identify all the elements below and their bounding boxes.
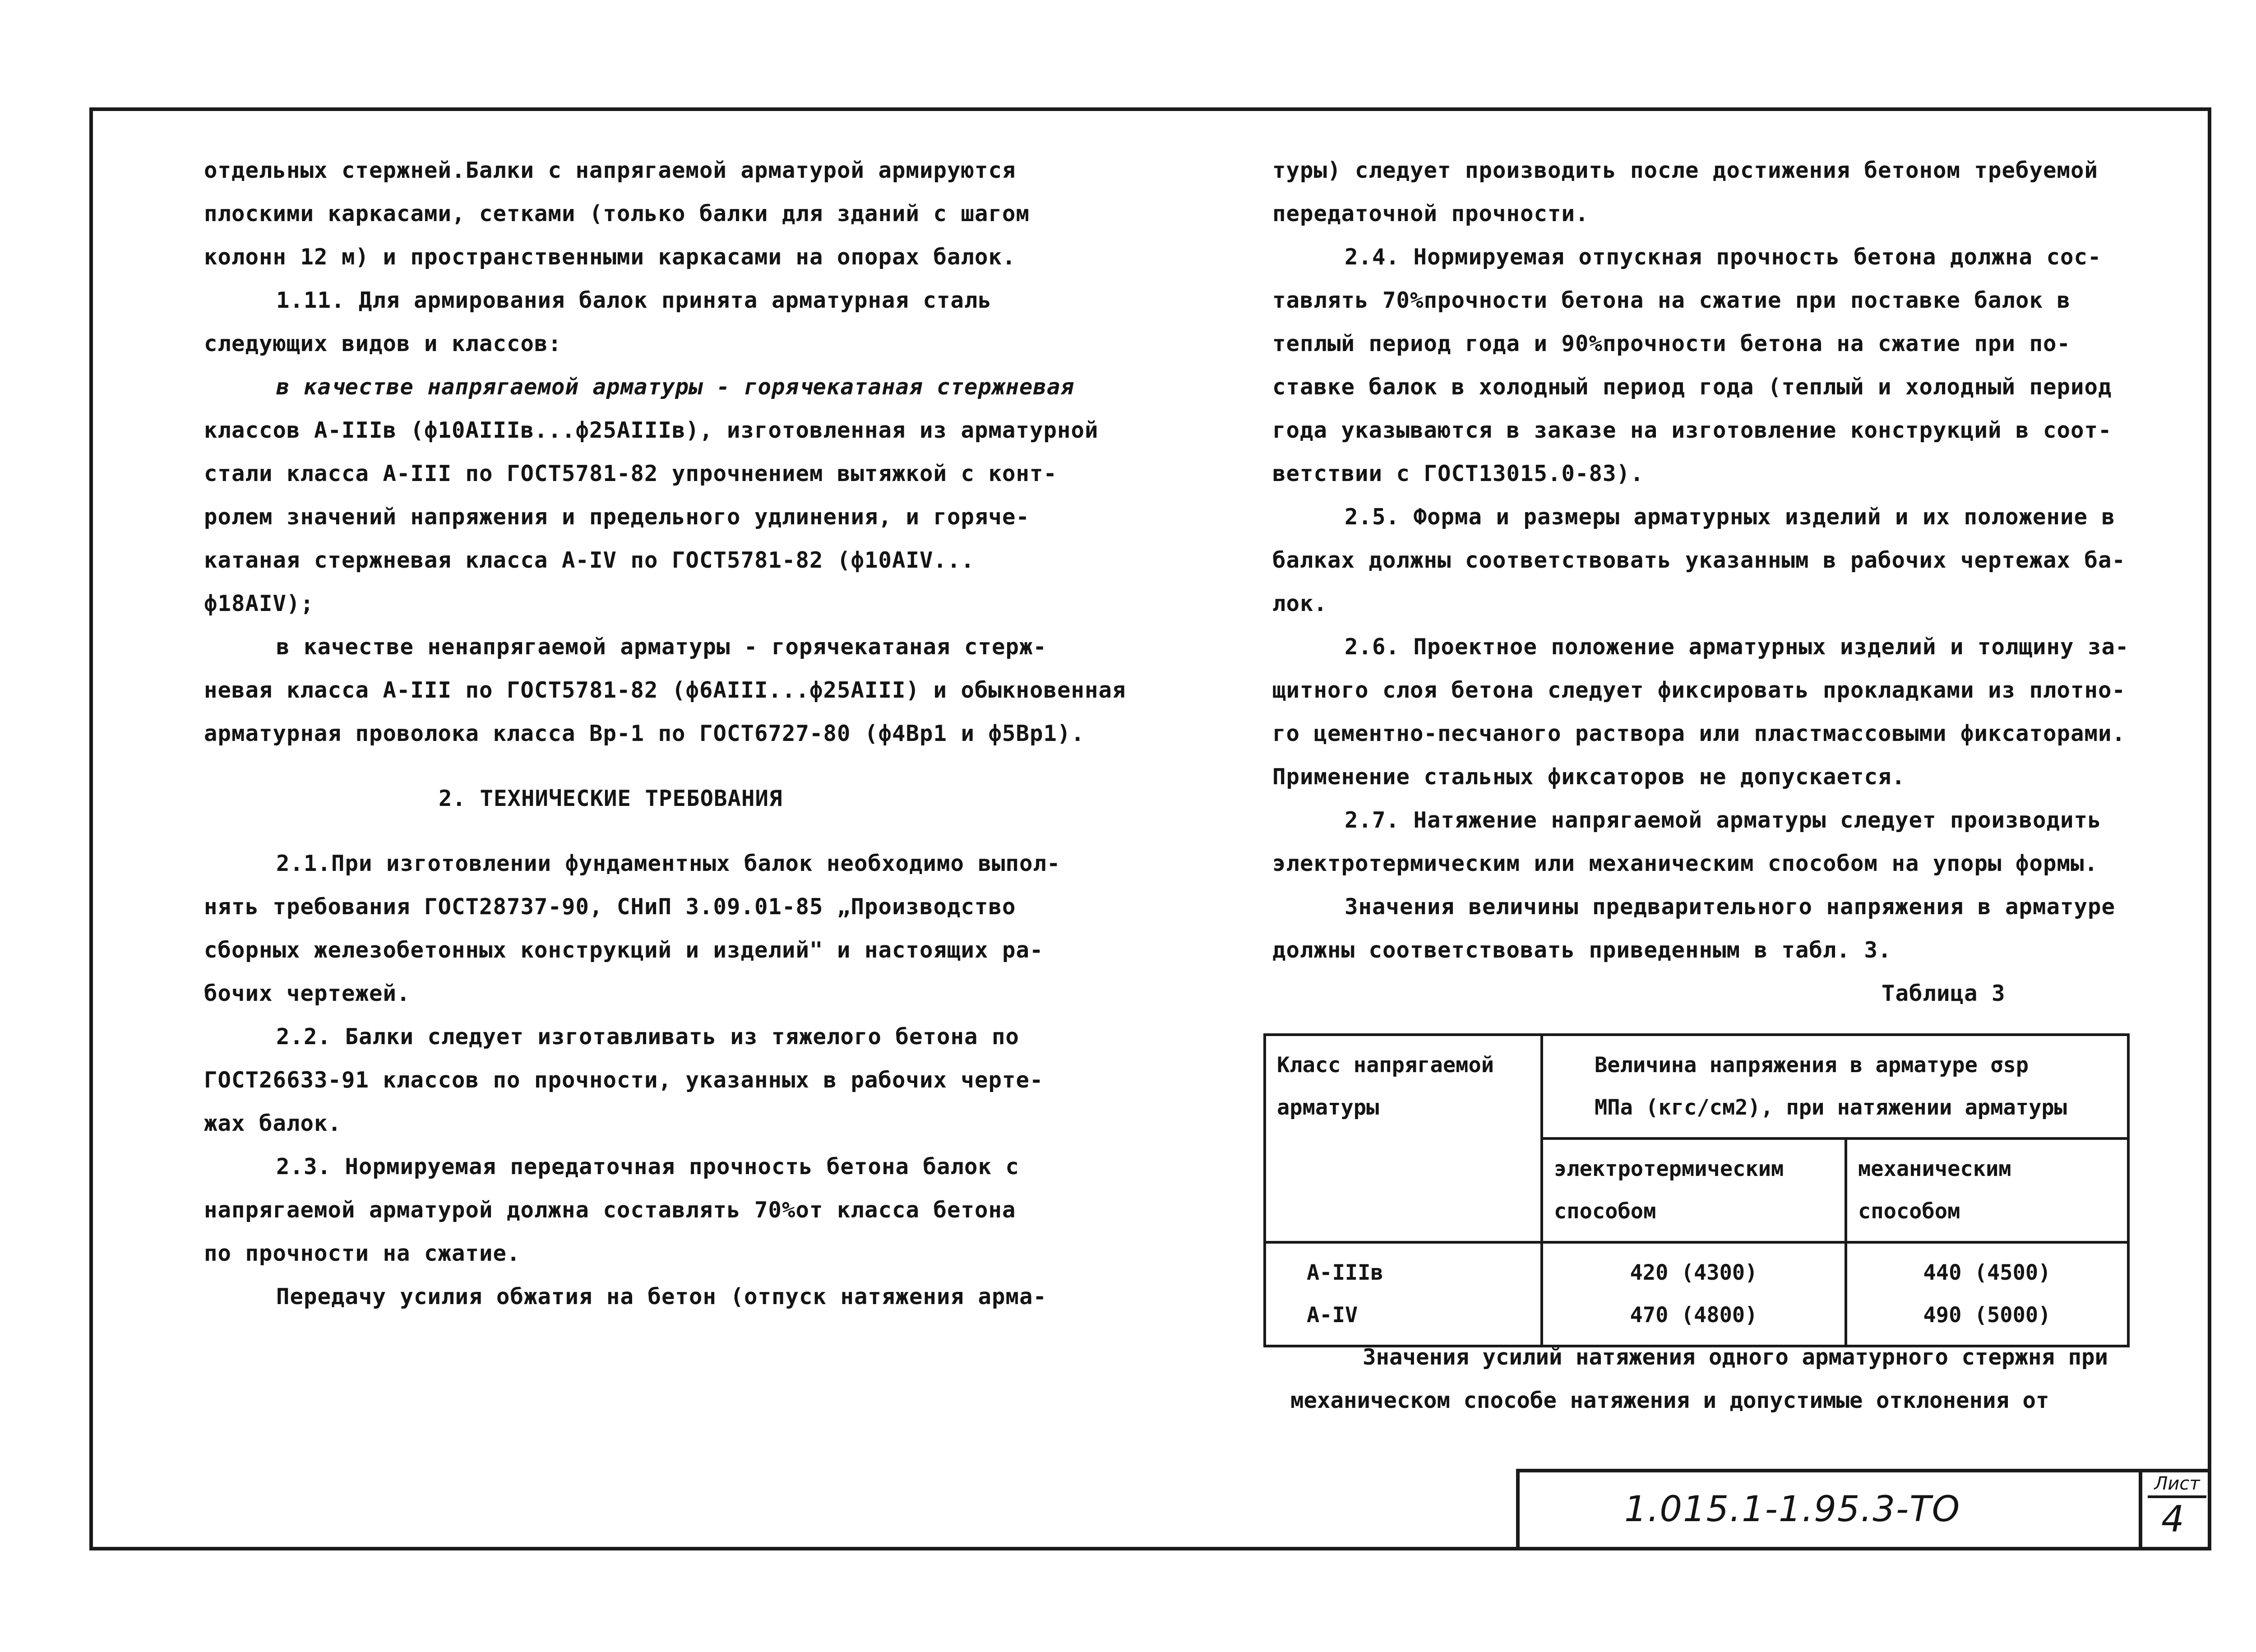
text-line: года указываются в заказе на изготовление конструкций в соот- (1272, 417, 2112, 443)
header-group-line1: Величина напряжения в арматуре σsp (1595, 1053, 2029, 1078)
sheet-number: 4 (2161, 1498, 2184, 1540)
row-class-value: А-IIIв (1307, 1260, 1383, 1285)
text-line: передаточной прочности. (1272, 201, 1589, 227)
row-mechanical-cell (1846, 1242, 2128, 1346)
text-line: ставке балок в холодный период года (теплый и холодный период (1272, 374, 2112, 400)
header-group-line2: МПа (кгс/см2), при натяжении арматуры (1595, 1095, 2067, 1120)
subheader-electrothermal-line2: способом (1554, 1199, 1656, 1224)
clause-2-4: 2.4. Нормируемая отпускная прочность бетона должна сос- (1345, 244, 2102, 270)
text-line: напрягаемой арматурой должна составлять 70%от класса бетона (204, 1197, 1016, 1223)
text-line: го цементно-песчаного раствора или пластмассовыми фиксаторами. (1272, 721, 2126, 746)
subheader-mechanical-line2: способом (1858, 1199, 1960, 1224)
text-line: невая класса А-III по ГОСТ5781-82 (ф6АIII...ф25АIII) и обыкновенная (204, 677, 1126, 703)
clause-2-2: 2.2. Балки следует изготавливать из тяжелого бетона по (276, 1024, 1020, 1050)
subheader-mechanical (1846, 1138, 2128, 1242)
text-line: туры) следует производить после достижения бетоном требуемой (1272, 157, 2099, 183)
after-table-text (1290, 1336, 2148, 1422)
text-line: в качестве напрягаемой арматуры - горячекатаная стержневая (276, 374, 1075, 400)
text-line: нять требования ГОСТ28737-90, СНиП 3.09.01-85 „Производство (204, 894, 1016, 920)
text-line: ветствии с ГОСТ13015.0-83). (1272, 461, 1644, 486)
text-line: щитного слоя бетона следует фиксировать прокладками из плотно- (1272, 677, 2126, 703)
table-header-row (1265, 1035, 2128, 1138)
text-line: плоскими каркасами, сетками (только балки для зданий с шагом (204, 201, 1030, 227)
text-line: должны соответствовать приведенным в табл. 3. (1272, 937, 1892, 963)
table-row (1265, 1242, 2128, 1346)
header-class-line1: Класс напрягаемой (1277, 1053, 1494, 1078)
text-line: Передачу усилия обжатия на бетон (отпуск натяжения арма- (276, 1284, 1047, 1310)
text-line: стали класса А-III по ГОСТ5781-82 упрочнением вытяжкой с конт- (204, 461, 1058, 486)
text-line: бочих чертежей. (204, 981, 411, 1006)
clause-2-1: 2.1.При изготовлении фундаментных балок необходимо выпол- (276, 851, 1061, 876)
text-line: колонн 12 м) и пространственными каркасами на опорах балок. (204, 244, 1016, 270)
text-line: по прочности на сжатие. (204, 1240, 521, 1266)
left-column (204, 149, 1126, 1319)
header-class-cell (1265, 1035, 1542, 1242)
text-line: тавлять 70%прочности бетона на сжатие при поставке балок в (1272, 287, 2071, 313)
table-3 (1263, 1033, 2130, 1347)
text-line: жах балок. (204, 1111, 342, 1136)
text-line: следующих видов и классов: (204, 331, 562, 356)
row-mechanical-value: 440 (4500) (1923, 1260, 2051, 1285)
right-column (1272, 149, 2139, 1015)
text-line: катаная стержневая класса А-IV по ГОСТ5781-82 (ф10АIV... (204, 547, 975, 573)
subheader-mechanical-line1: механическим (1858, 1157, 2011, 1181)
row-class-cell (1265, 1242, 1542, 1346)
text-line: балках должны соответствовать указанным в рабочих чертежах ба- (1272, 547, 2126, 573)
text-line: Значения усилий натяжения одного арматурного стержня при (1363, 1344, 2108, 1370)
row-electrothermal-value: 470 (4800) (1630, 1303, 1758, 1328)
subheader-electrothermal-line1: электротермическим (1554, 1157, 1784, 1181)
row-electrothermal-value: 420 (4300) (1630, 1260, 1758, 1285)
text-line: теплый период года и 90%прочности бетона на сжатие при по- (1272, 331, 2071, 356)
text-line: электротермическим или механическим способом на упоры формы. (1272, 851, 2099, 876)
clause-2-3: 2.3. Нормируемая передаточная прочность бетона балок с (276, 1154, 1020, 1180)
text-line: ролем значений напряжения и предельного удлинения, и горяче- (204, 504, 1030, 530)
text-line: ГОСТ26633-91 классов по прочности, указанных в рабочих черте- (204, 1067, 1044, 1093)
text-line: ф18АIV); (204, 591, 314, 616)
header-class-line2: арматуры (1277, 1095, 1379, 1120)
text-line: арматурная проволока класса Вр-1 по ГОСТ6727-80 (ф4Вр1 и ф5Вр1). (204, 721, 1085, 746)
clause-2-5: 2.5. Форма и размеры арматурных изделий и их положение в (1345, 504, 2116, 530)
text-line: классов А-IIIв (ф10АIIIв...ф25АIIIв), изготовленная из арматурной (204, 417, 1099, 443)
row-electrothermal-cell (1542, 1242, 1846, 1346)
header-group-cell (1542, 1035, 2128, 1138)
text-line: Применение стальных фиксаторов не допускается. (1272, 764, 1906, 790)
row-mechanical-value: 490 (5000) (1923, 1303, 2051, 1328)
text-line: сборных железобетонных конструкций и изделий" и настоящих ра- (204, 937, 1044, 963)
document-code: 1.015.1-1.95.3-ТО (1624, 1489, 1961, 1530)
text-line: механическом способе натяжения и допустимые отклонения от (1290, 1388, 2049, 1413)
row-class-value: А-IV (1307, 1303, 1358, 1328)
clause-1-11: 1.11. Для армирования балок принята арматурная сталь (276, 287, 992, 313)
clause-2-7: 2.7. Натяжение напрягаемой арматуры следует производить (1345, 807, 2102, 833)
text-line: в качестве ненапрягаемой арматуры - горячекатаная стерж- (276, 634, 1047, 660)
clause-2-6: 2.6. Проектное положение арматурных изделий и толщину за- (1345, 634, 2129, 660)
sheet-label: Лист (2148, 1472, 2206, 1498)
text-line: отдельных стержней.Балки с напрягаемой арматурой армируются (204, 157, 1016, 183)
text-line: Значения величины предварительного напряжения в арматуре (1345, 894, 2116, 920)
section-heading: 2. ТЕХНИЧЕСКИЕ ТРЕБОВАНИЯ (439, 786, 783, 811)
table-caption: Таблица 3 (1882, 981, 2006, 1006)
subheader-electrothermal (1542, 1138, 1846, 1242)
text-line: лок. (1272, 591, 1328, 616)
